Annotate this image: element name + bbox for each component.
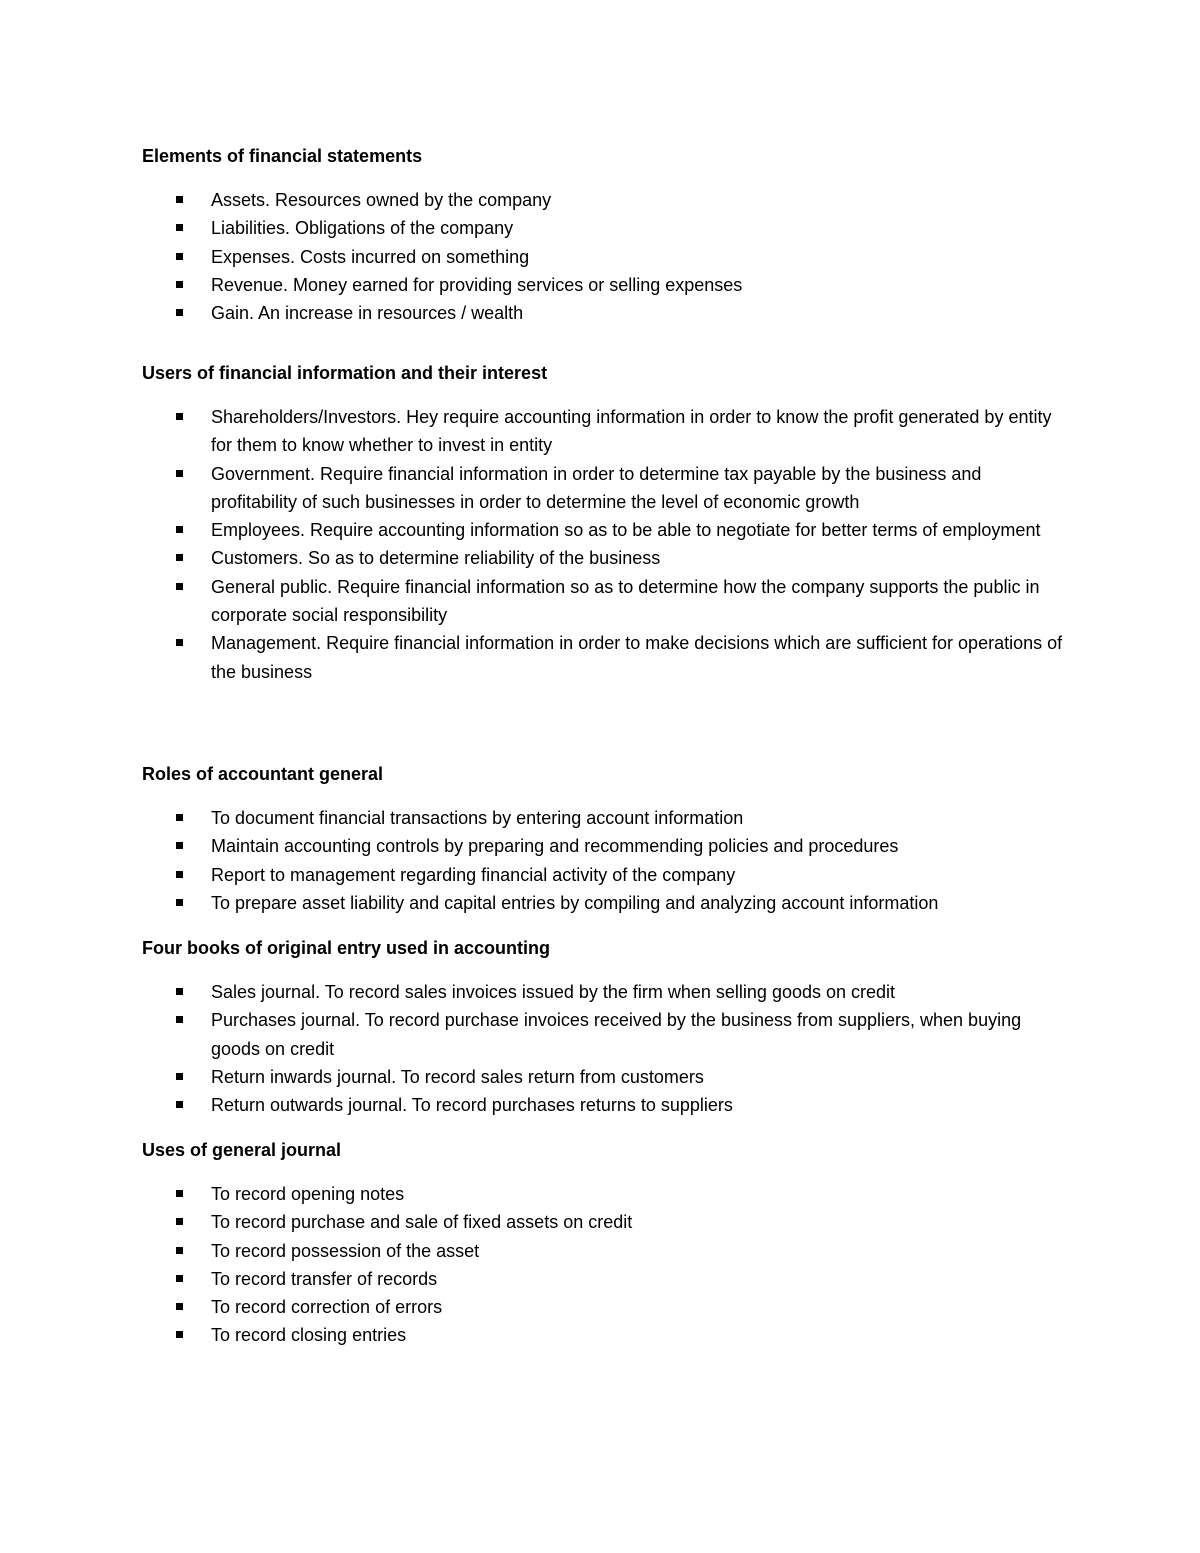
square-bullet-icon [176,281,183,288]
list-item: To record opening notes [142,1180,1072,1208]
bullet-list [142,804,1072,917]
square-bullet-icon [176,1331,183,1338]
square-bullet-icon [176,988,183,995]
list-item: To record transfer of records [142,1265,1072,1293]
square-bullet-icon [176,1190,183,1197]
list-item: Return inwards journal. To record sales return from customers [142,1063,1072,1091]
square-bullet-icon [176,1101,183,1108]
list-item: General public. Require financial information so as to determine how the company supports the public in corporate social responsibility [142,573,1072,630]
square-bullet-icon [176,526,183,533]
list-item: Return outwards journal. To record purchases returns to suppliers [142,1091,1072,1119]
bullet-list [142,403,1072,686]
list-item: To record purchase and sale of fixed assets on credit [142,1208,1072,1236]
list-item: Liabilities. Obligations of the company [142,214,1072,242]
list-item: To document financial transactions by entering account information [142,804,1072,832]
section-heading: Elements of financial statements [142,146,423,166]
list-item: Customers. So as to determine reliability of the business [142,544,1072,572]
list-item: Assets. Resources owned by the company [142,186,1072,214]
section-heading: Uses of general journal [142,1140,342,1160]
square-bullet-icon [176,196,183,203]
bullet-list [142,186,1072,327]
square-bullet-icon [176,1016,183,1023]
square-bullet-icon [176,470,183,477]
bullet-list [142,1180,1072,1350]
list-item: Expenses. Costs incurred on something [142,243,1072,271]
list-item: To record possession of the asset [142,1237,1072,1265]
list-item: To record correction of errors [142,1293,1072,1321]
section-elements-of-financial-statements [142,142,1072,327]
list-item: To prepare asset liability and capital entries by compiling and analyzing account information [142,889,1072,917]
square-bullet-icon [176,253,183,260]
square-bullet-icon [176,814,183,821]
section-users-of-financial-information [142,359,1072,686]
square-bullet-icon [176,1247,183,1254]
list-item: Management. Require financial information in order to make decisions which are sufficient for operations of the business [142,629,1072,686]
section-four-books-of-original-entry [142,934,1072,1119]
square-bullet-icon [176,1073,183,1080]
list-item: Report to management regarding financial activity of the company [142,861,1072,889]
list-item: Employees. Require accounting information so as to be able to negotiate for better terms of employment [142,516,1072,544]
section-roles-of-accountant-general [142,760,1072,917]
square-bullet-icon [176,554,183,561]
square-bullet-icon [176,309,183,316]
list-item: Maintain accounting controls by preparing and recommending policies and procedures [142,832,1072,860]
square-bullet-icon [176,224,183,231]
square-bullet-icon [176,583,183,590]
square-bullet-icon [176,871,183,878]
square-bullet-icon [176,413,183,420]
list-item: Government. Require financial information in order to determine tax payable by the business and profitability of such businesses in order to determine the level of economic growth [142,460,1072,517]
section-uses-of-general-journal [142,1136,1072,1350]
square-bullet-icon [176,899,183,906]
section-heading: Roles of accountant general [142,764,384,784]
square-bullet-icon [176,1218,183,1225]
list-item: Sales journal. To record sales invoices issued by the firm when selling goods on credit [142,978,1072,1006]
list-item: Revenue. Money earned for providing services or selling expenses [142,271,1072,299]
square-bullet-icon [176,1275,183,1282]
list-item: Gain. An increase in resources / wealth [142,299,1072,327]
square-bullet-icon [176,1303,183,1310]
list-item: Purchases journal. To record purchase invoices received by the business from suppliers, when buying goods on credit [142,1006,1072,1063]
bullet-list [142,978,1072,1119]
section-heading: Four books of original entry used in accounting [142,938,551,958]
square-bullet-icon [176,842,183,849]
list-item: Shareholders/Investors. Hey require accounting information in order to know the profit generated by entity for them to know whether to invest in entity [142,403,1072,460]
square-bullet-icon [176,639,183,646]
section-heading: Users of financial information and their interest [142,363,548,383]
list-item: To record closing entries [142,1321,1072,1349]
